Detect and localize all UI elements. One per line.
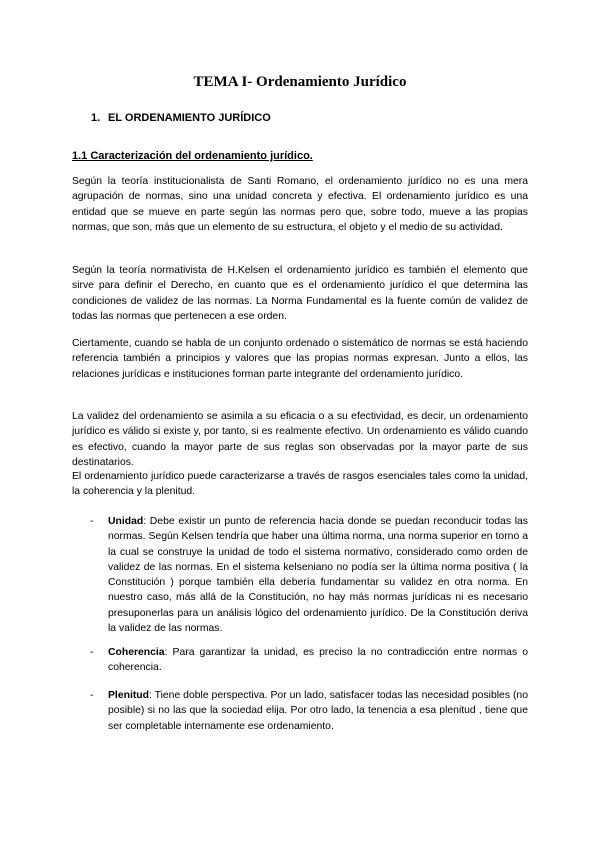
subsection-heading: 1.1 Caracterización del ordenamiento jurídico. bbox=[72, 150, 313, 162]
bullet-description: : Debe existir un punto de referencia hacia donde se puedan reconducir todas las normas. Según Kelsen tendría que haber una última norma, una norma superior en torno a la cual se construye la unidad de todo el sistema normativo, considerado como orden de validez de las normas. En el sistema kelseniano no podía ser la última norma positiva ( la Constitución ) porque también ella debería fundamentar su validez en otra norma. En nuestro caso, más allá de la Constitución, no hay más normas jurídicas ni es necesario presuponerlas para un análisis lógico del ordenamiento jurídico. De la Constitución deriva la validez de las normas. bbox=[108, 516, 528, 635]
bullet-term: Coherencia bbox=[108, 647, 165, 658]
section-number: 1. bbox=[91, 112, 101, 124]
bullet-text bbox=[108, 514, 528, 636]
paragraph-principios: Ciertamente, cuando se habla de un conjunto ordenado o sistemático de normas se está haciendo referencia también a principios y valores que las propias normas expresan. Junto a ellos, las relaciones jurídicas e instituciones forman parte integrante del ordenamiento jurídico. bbox=[72, 338, 528, 380]
bullet-text bbox=[108, 645, 528, 676]
bullet-marker: - bbox=[90, 647, 94, 658]
paragraph-normativista: Según la teoría normativista de H.Kelsen el ordenamiento jurídico es también el elemento que sirve para definir el Derecho, en cuanto que es el ordenamiento jurídico el que determina las condiciones de validez de las normas. La Norma Fundamental es la fuente común de validez de todas las normas que pertenecen a ese orden. bbox=[72, 265, 528, 322]
section-heading bbox=[91, 111, 271, 125]
bullet-term: Plenitud bbox=[108, 690, 149, 701]
paragraph-institucionalista: Según la teoría institucionalista de Santi Romano, el ordenamiento jurídico no es una mera agrupación de normas, sino una unidad concreta y efectiva. El ordenamiento jurídico es una entidad que se mueve en parte según las normas pero que, sobre todo, mueve a las propias normas, que son, más que un elemento de su estructura, el objeto y el medio de su actividad. bbox=[72, 176, 528, 233]
bullet-marker: - bbox=[90, 516, 94, 527]
section-title: EL ORDENAMIENTO JURÍDICO bbox=[108, 112, 271, 124]
bullet-marker: - bbox=[90, 690, 94, 701]
bullet-description: : Para garantizar la unidad, es preciso la no contradicción entre normas o coherencia. bbox=[108, 647, 528, 674]
bullet-description: : Tiene doble perspectiva. Por un lado, satisfacer todas las necesidad posibles (no posible) si no las que la sociedad elija. Por otro lado, la tenencia a esa plenitud , tiene que ser completable internamente ese ordenamiento. bbox=[108, 690, 528, 732]
bullet-text bbox=[108, 688, 528, 734]
paragraph-validez: La validez del ordenamiento se asimila a su eficacia o a su efectividad, es decir, un ordenamiento jurídico es válido si existe y, por tanto, si es realmente efectivo. Un ordenamiento es válido cuando es efectivo, cuando la mayor parte de sus reglas son observadas por la mayor parte de sus destinatarios. bbox=[72, 411, 528, 468]
document-title: TEMA I- Ordenamiento Jurídico bbox=[193, 74, 407, 90]
bullet-term: Unidad bbox=[108, 516, 144, 527]
paragraph-rasgos: El ordenamiento jurídico puede caracterizarse a través de rasgos esenciales tales como la unidad, la coherencia y la plenitud. bbox=[72, 471, 528, 498]
